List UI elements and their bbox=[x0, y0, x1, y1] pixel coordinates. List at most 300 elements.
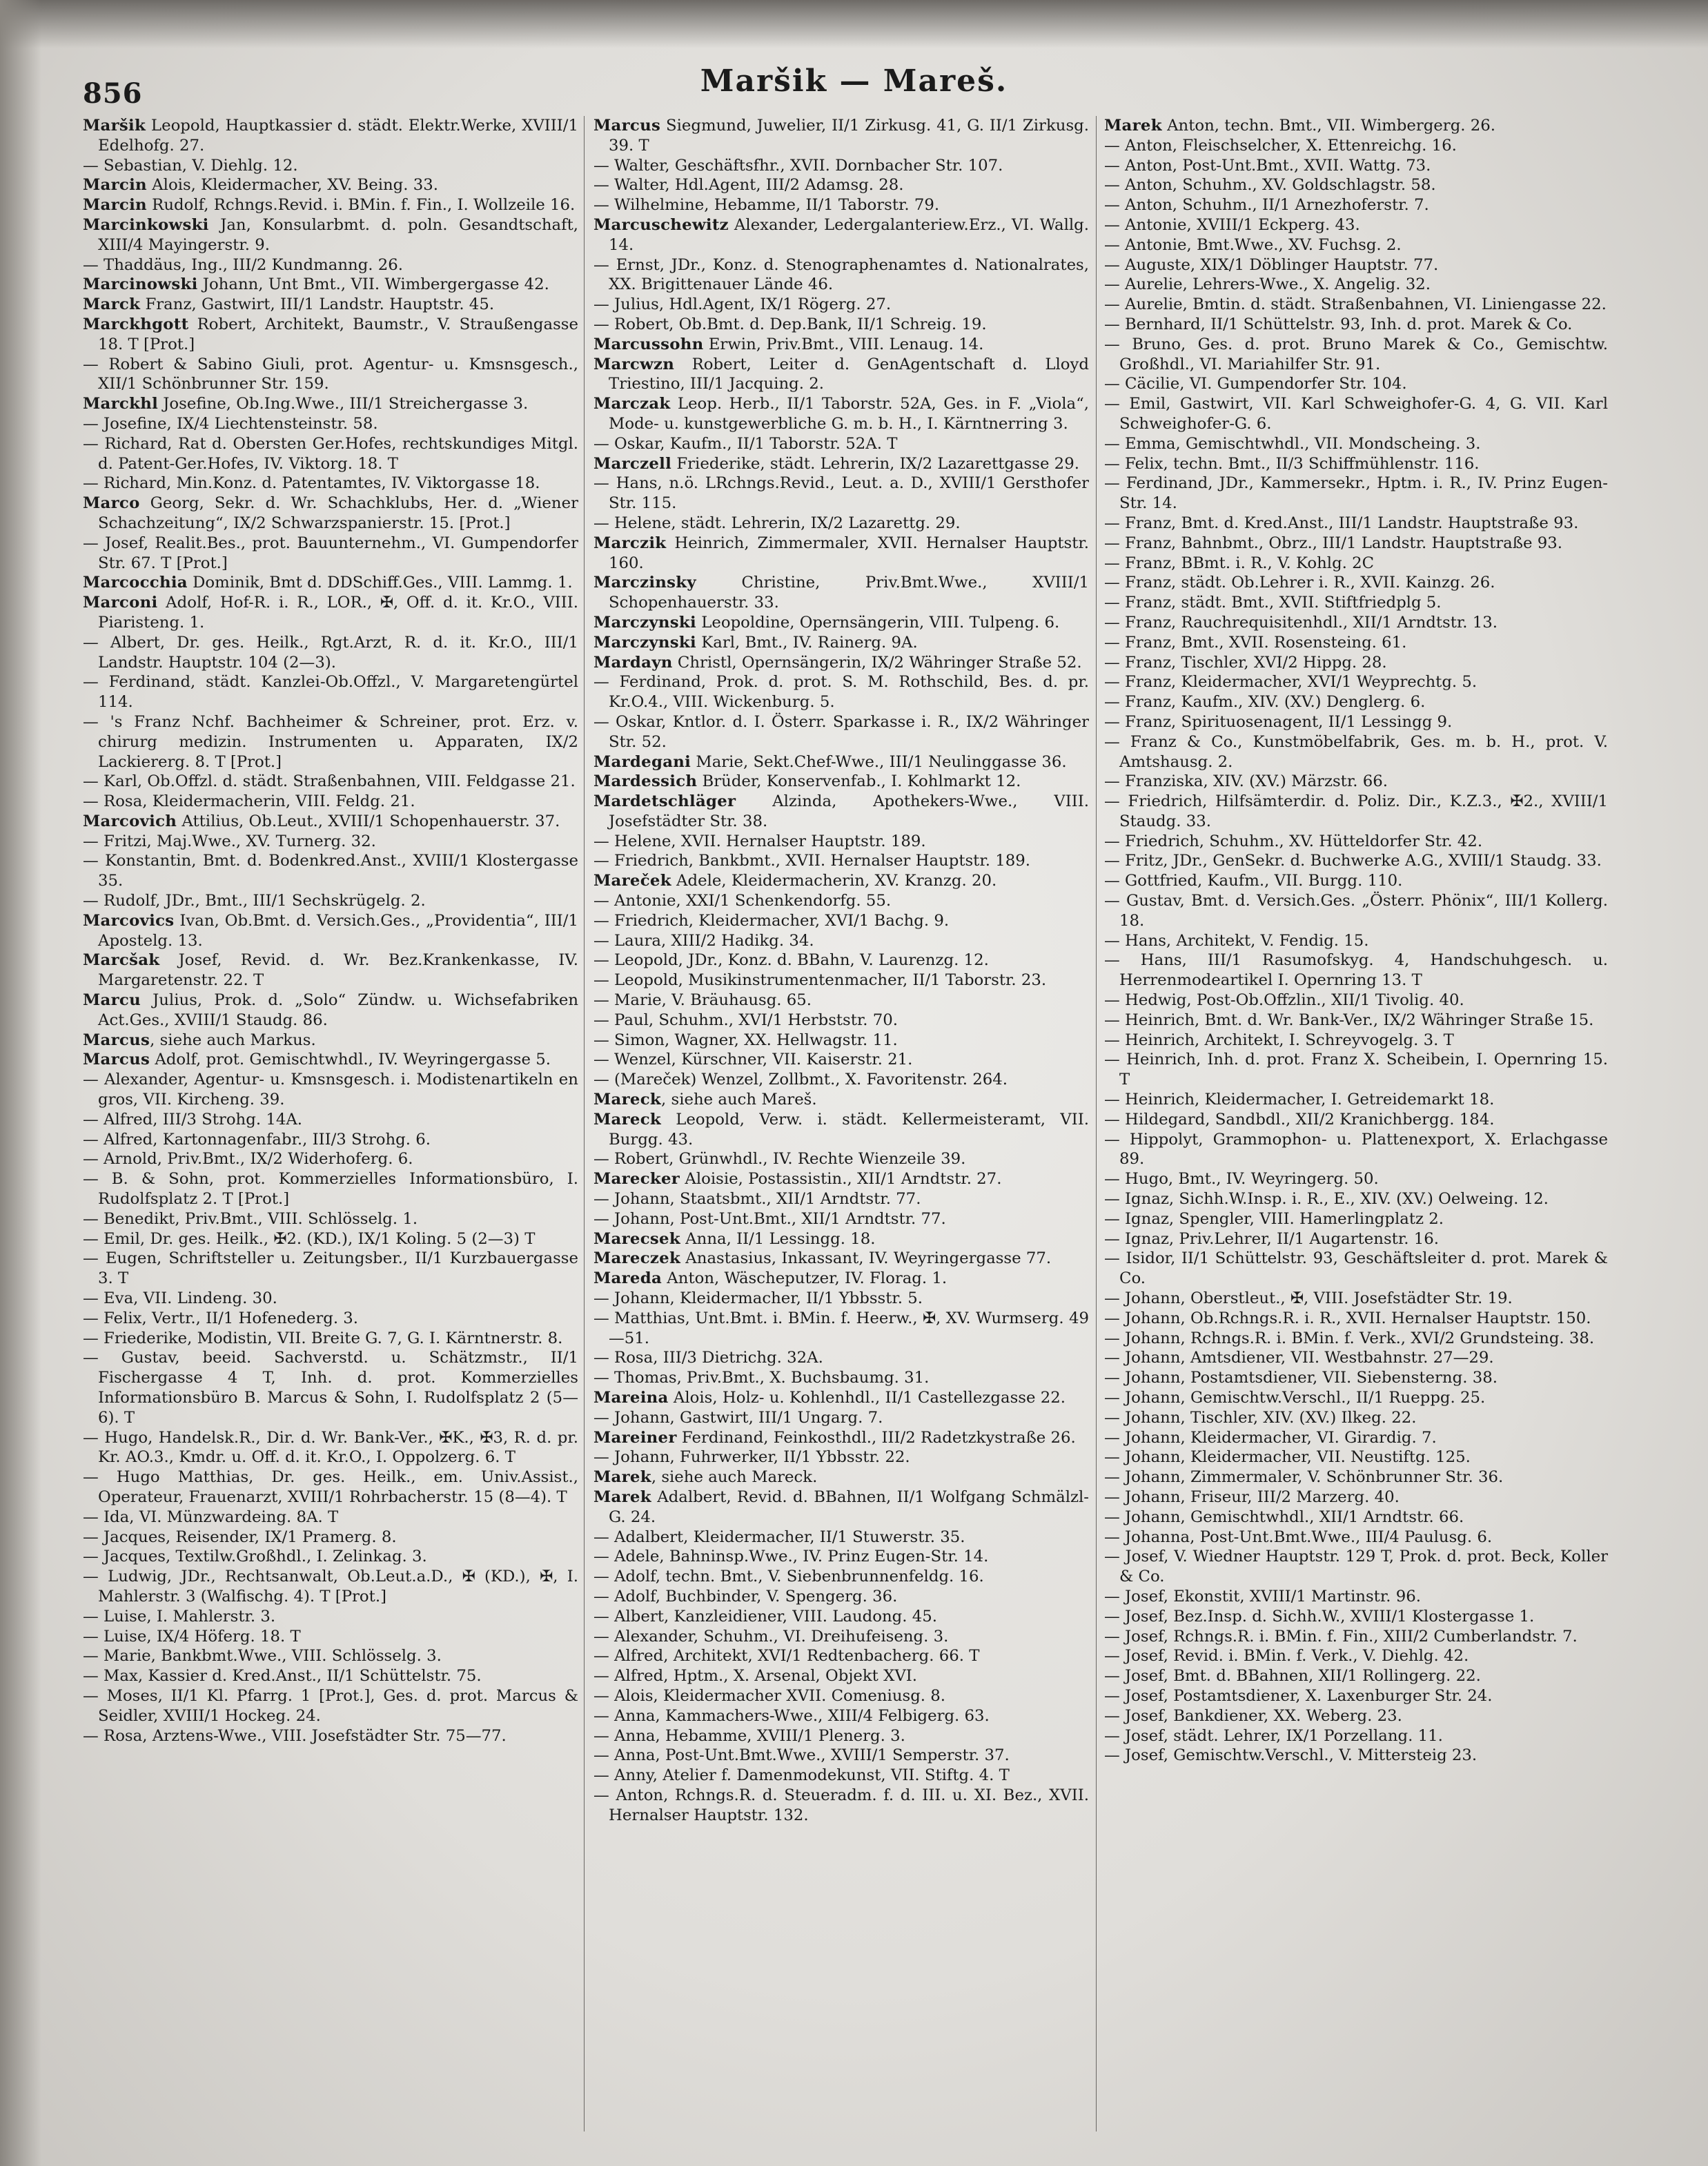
directory-entry bbox=[1104, 335, 1608, 375]
entry-details: — Ida, VI. Münzwardeing. 8A. T bbox=[83, 1508, 339, 1526]
entry-details: — Hans, III/1 Rasumofskyg. 4, Handschuhgesch. u. Herrenmodeartikel I. Opernring 13. T bbox=[1104, 951, 1608, 990]
directory-entry bbox=[1104, 116, 1608, 136]
directory-entry bbox=[1104, 315, 1608, 335]
directory-entry bbox=[593, 911, 1089, 931]
directory-entry bbox=[1104, 950, 1608, 991]
directory-entry bbox=[1104, 235, 1608, 255]
directory-entry bbox=[1104, 1130, 1608, 1170]
entry-surname: Marcu bbox=[83, 991, 141, 1010]
directory-entry bbox=[1104, 1209, 1608, 1229]
entry-details: Ivan, Ob.Bmt. d. Versich.Ges., „Providentia“, III/1 Apostelg. 13. bbox=[98, 911, 578, 950]
entry-details: — Hildegard, Sandbdl., XII/2 Kranichbergg. 184. bbox=[1104, 1110, 1495, 1129]
directory-entry bbox=[1104, 1169, 1608, 1189]
entry-details: — Hugo, Bmt., IV. Weyringerg. 50. bbox=[1104, 1170, 1379, 1189]
entry-details: — Heinrich, Bmt. d. Wr. Bank-Ver., IX/2 Währinger Straße 15. bbox=[1104, 1011, 1594, 1029]
scan-shadow-left bbox=[0, 0, 41, 2166]
column-2 bbox=[593, 116, 1089, 2152]
entry-details: — Franz, Bmt., XVII. Rosensteing. 61. bbox=[1104, 633, 1407, 652]
entry-details: — Friedrich, Schuhm., XV. Hütteldorfer Str. 42. bbox=[1104, 832, 1483, 850]
entry-details: — Luise, IX/4 Höferg. 18. T bbox=[83, 1627, 301, 1646]
directory-entry bbox=[83, 573, 578, 593]
directory-entry bbox=[1104, 434, 1608, 454]
directory-entry bbox=[83, 911, 578, 951]
entry-surname: Marconi bbox=[83, 594, 158, 612]
entry-surname: Marek bbox=[593, 1468, 651, 1487]
entry-details: — Alfred, Architekt, XVI/1 Redtenbacherg. 66. T bbox=[593, 1647, 980, 1666]
directory-entry bbox=[83, 215, 578, 255]
entry-surname: Marcinowski bbox=[83, 275, 198, 294]
directory-entry bbox=[1104, 394, 1608, 434]
entry-details: — Robert, Grünwhdl., IV. Rechte Wienzeile 39. bbox=[593, 1150, 966, 1169]
directory-entry bbox=[593, 355, 1089, 395]
directory-entry bbox=[83, 1149, 578, 1169]
entry-details: — Heinrich, Inh. d. prot. Franz X. Scheibein, I. Opernring 15. T bbox=[1104, 1051, 1608, 1089]
entry-details: — Franz, Bmt. d. Kred.Anst., III/1 Landstr. Hauptstraße 93. bbox=[1104, 514, 1579, 532]
directory-entry bbox=[593, 514, 1089, 534]
directory-entry bbox=[593, 1467, 1089, 1487]
directory-entry bbox=[593, 474, 1089, 514]
directory-entry bbox=[1104, 1447, 1608, 1467]
entry-details: — Johann, Kleidermacher, VI. Girardig. 7. bbox=[1104, 1428, 1437, 1447]
directory-entry bbox=[593, 215, 1089, 255]
entry-details: — Friedrich, Bankbmt., XVII. Hernalser Hauptstr. 189. bbox=[593, 852, 1030, 870]
entry-details: — Jacques, Reisender, IX/1 Pramerg. 8. bbox=[83, 1528, 397, 1546]
directory-entry bbox=[1104, 1746, 1608, 1766]
directory-entry bbox=[593, 255, 1089, 295]
directory-entry bbox=[83, 1547, 578, 1567]
entry-details: — Johann, Postamtsdiener, VII. Siebensterng. 38. bbox=[1104, 1369, 1498, 1387]
directory-entry bbox=[83, 1528, 578, 1548]
entry-details: — Adele, Bahninsp.Wwe., IV. Prinz Eugen-Str. 14. bbox=[593, 1548, 989, 1566]
directory-entry bbox=[593, 1408, 1089, 1428]
entry-surname: Marecsek bbox=[593, 1229, 680, 1248]
entry-details: — Thaddäus, Ing., III/2 Kundmanng. 26. bbox=[83, 255, 404, 274]
entry-details: — Anton, Fleischselcher, X. Ettenreichg. 16. bbox=[1104, 136, 1457, 155]
directory-entry bbox=[1104, 1467, 1608, 1487]
directory-entry bbox=[593, 891, 1089, 911]
entry-details: — Robert & Sabino Giuli, prot. Agentur- u. Kmsnsgesch., XII/1 Schönbrunner Str. 159. bbox=[83, 355, 578, 393]
entry-details: , siehe auch Markus. bbox=[150, 1031, 316, 1049]
entry-details: Anastasius, Inkassant, IV. Weyringergasse 77. bbox=[680, 1249, 1052, 1268]
directory-entry bbox=[593, 653, 1089, 673]
entry-details: — Jacques, Textilw.Großhdl., I. Zelinkag. 3. bbox=[83, 1548, 427, 1566]
directory-entry bbox=[83, 950, 578, 991]
entry-details: — Antonie, XXI/1 Schenkendorfg. 55. bbox=[593, 892, 892, 910]
entry-details: Ferdinand, Feinkosthdl., III/2 Radetzkystraße 26. bbox=[676, 1428, 1076, 1447]
directory-entry bbox=[1104, 1249, 1608, 1289]
entry-details: — Anna, Post-Unt.Bmt.Wwe., XVIII/1 Semperstr. 37. bbox=[593, 1746, 1010, 1765]
directory-entry bbox=[1104, 1627, 1608, 1647]
entry-surname: Marczynski bbox=[593, 613, 696, 632]
entry-surname: Marcwzn bbox=[593, 355, 675, 373]
directory-entry bbox=[1104, 732, 1608, 772]
entry-surname: Marcin bbox=[83, 196, 147, 215]
directory-entry bbox=[593, 1070, 1089, 1090]
directory-entry bbox=[593, 1229, 1089, 1249]
entry-details: — Josef, Gemischtw.Verschl., V. Mittersteig 23. bbox=[1104, 1746, 1478, 1765]
entry-details: — Isidor, II/1 Schüttelstr. 93, Geschäftsleiter d. prot. Marek & Co. bbox=[1104, 1249, 1608, 1288]
directory-entry bbox=[593, 1428, 1089, 1448]
directory-entry bbox=[1104, 1289, 1608, 1309]
directory-entry bbox=[1104, 931, 1608, 951]
entry-details: — Anton, Schuhm., XV. Goldschlagstr. 58. bbox=[1104, 176, 1436, 195]
directory-entry bbox=[1104, 991, 1608, 1011]
entry-details: Brüder, Konservenfab., I. Kohlmarkt 12. bbox=[697, 772, 1021, 791]
directory-entry bbox=[1104, 1229, 1608, 1249]
entry-details: — Josef, städt. Lehrer, IX/1 Porzellang. 11. bbox=[1104, 1726, 1443, 1745]
directory-entry bbox=[1104, 1666, 1608, 1686]
directory-entry bbox=[1104, 1726, 1608, 1746]
entry-surname: Marek bbox=[593, 1487, 651, 1506]
directory-entry bbox=[1104, 891, 1608, 931]
entry-details: — Rosa, Arztens-Wwe., VIII. Josefstädter Str. 75—77. bbox=[83, 1726, 507, 1745]
directory-entry bbox=[1104, 1011, 1608, 1031]
entry-details: — Hugo Matthias, Dr. ges. Heilk., em. Univ.Assist., Operateur, Frauenarzt, XVIII/1 Rohrbacherstr. 15 (8—4). T bbox=[83, 1468, 578, 1506]
entry-surname: Marczinsky bbox=[593, 574, 696, 592]
entry-details: — Anna, Hebamme, XVIII/1 Plenerg. 3. bbox=[593, 1726, 905, 1745]
entry-details: — Franz, Tischler, XVI/2 Hippg. 28. bbox=[1104, 653, 1387, 672]
entry-surname: Marckhgott bbox=[83, 315, 189, 333]
directory-entry bbox=[1104, 792, 1608, 832]
directory-entry bbox=[1104, 195, 1608, 215]
entry-details: — Alexander, Agentur- u. Kmsnsgesch. i. Modistenartikeln en gros, VII. Kircheng. 39. bbox=[83, 1071, 578, 1109]
directory-entry bbox=[83, 1329, 578, 1349]
entry-details: — Franz & Co., Kunstmöbelfabrik, Ges. m. b. H., prot. V. Amtshausg. 2. bbox=[1104, 732, 1608, 771]
entry-surname: Mareiner bbox=[593, 1428, 677, 1447]
directory-entry bbox=[593, 672, 1089, 712]
entry-details: — Alfred, III/3 Strohg. 14A. bbox=[83, 1110, 303, 1129]
directory-entry bbox=[593, 1706, 1089, 1726]
entry-details: Heinrich, Zimmermaler, XVII. Hernalser Hauptstr. 160. bbox=[609, 534, 1089, 572]
directory-entry bbox=[1104, 1547, 1608, 1587]
entry-details: Georg, Sekr. d. Wr. Schachklubs, Her. d. „Wiener Schachzeitung“, IX/2 Schwarzspanierstr. 15. [Prot.] bbox=[98, 494, 578, 532]
entry-surname: Mardessich bbox=[593, 772, 698, 791]
directory-entry bbox=[593, 534, 1089, 574]
entry-details: Robert, Architekt, Baumstr., V. Straußengasse 18. T [Prot.] bbox=[98, 315, 578, 353]
entry-details: — Josef, Postamtsdiener, X. Laxenburger Str. 24. bbox=[1104, 1686, 1493, 1705]
entry-details: — Rudolf, JDr., Bmt., III/1 Sechskrügelg. 2. bbox=[83, 892, 426, 910]
directory-entry bbox=[83, 1289, 578, 1309]
directory-entry bbox=[83, 315, 578, 355]
directory-entry bbox=[1104, 1388, 1608, 1408]
directory-entry bbox=[1104, 1329, 1608, 1349]
column-3 bbox=[1104, 116, 1608, 2152]
entry-details: Adolf, Hof-R. i. R., LOR., ✠, Off. d. it. Kr.O., VIII. Piaristeng. 1. bbox=[98, 594, 578, 632]
directory-entry bbox=[1104, 1110, 1608, 1130]
entry-details: — Helene, XVII. Hernalser Hauptstr. 189. bbox=[593, 832, 926, 850]
directory-entry bbox=[1104, 1528, 1608, 1548]
entry-details: — Johann, Ob.Rchngs.R. i. R., XVII. Hernalser Hauptstr. 150. bbox=[1104, 1309, 1591, 1327]
entry-details: — Luise, I. Mahlerstr. 3. bbox=[83, 1607, 276, 1626]
entry-details: — (Mareček) Wenzel, Zollbmt., X. Favoritenstr. 264. bbox=[593, 1071, 1008, 1089]
directory-entry bbox=[593, 434, 1089, 454]
entry-details: — Johann, Friseur, III/2 Marzerg. 40. bbox=[1104, 1487, 1400, 1506]
directory-entry bbox=[83, 812, 578, 832]
entry-details: — Ignaz, Spengler, VIII. Hamerlingplatz 2. bbox=[1104, 1209, 1444, 1228]
directory-entry bbox=[593, 1269, 1089, 1289]
directory-entry bbox=[83, 434, 578, 474]
entry-details: — Hans, n.ö. LRchngs.Revid., Leut. a. D., XVIII/1 Gersthofer Str. 115. bbox=[593, 474, 1089, 513]
directory-entry bbox=[1104, 1587, 1608, 1607]
entry-details: — Franz, städt. Ob.Lehrer i. R., XVII. Kainzg. 26. bbox=[1104, 574, 1495, 592]
directory-entry bbox=[593, 1447, 1089, 1467]
entry-details: — Anton, Rchngs.R. d. Steueradm. f. d. III. u. XI. Bez., XVII. Hernalser Hauptstr. 132. bbox=[593, 1786, 1089, 1824]
entry-details: — Gottfried, Kaufm., VII. Burgg. 110. bbox=[1104, 872, 1403, 890]
directory-entry bbox=[593, 1487, 1089, 1528]
directory-entry bbox=[83, 1607, 578, 1627]
entry-surname: Maršik bbox=[83, 117, 146, 135]
entry-details: — Ignaz, Priv.Lehrer, II/1 Augartenstr. 16. bbox=[1104, 1229, 1439, 1248]
entry-surname: Marcussohn bbox=[593, 335, 704, 353]
directory-entry bbox=[1104, 215, 1608, 235]
directory-entry bbox=[83, 494, 578, 534]
directory-entry bbox=[1104, 1189, 1608, 1209]
entry-surname: Mareina bbox=[593, 1389, 669, 1407]
entry-details: — Leopold, JDr., Konz. d. BBahn, V. Laurenzg. 12. bbox=[593, 951, 989, 970]
directory-entry bbox=[593, 1766, 1089, 1786]
entry-details: — Fritzi, Maj.Wwe., XV. Turnerg. 32. bbox=[83, 832, 376, 850]
directory-entry bbox=[1104, 255, 1608, 275]
directory-entry bbox=[593, 1547, 1089, 1567]
entry-details: — Johann, Gemischtwhdl., XII/1 Arndtstr. 66. bbox=[1104, 1508, 1464, 1526]
directory-entry bbox=[83, 1309, 578, 1329]
directory-entry bbox=[593, 315, 1089, 335]
directory-entry bbox=[593, 1050, 1089, 1070]
directory-entry bbox=[83, 1110, 578, 1130]
directory-entry bbox=[83, 712, 578, 772]
entry-details: — Franz, Spirituosenagent, II/1 Lessingg 9. bbox=[1104, 712, 1453, 731]
directory-entry bbox=[1104, 692, 1608, 712]
directory-entry bbox=[83, 1070, 578, 1110]
entry-details: , siehe auch Mareck. bbox=[651, 1468, 818, 1487]
directory-entry bbox=[83, 1666, 578, 1686]
entry-surname: Mardegani bbox=[593, 752, 691, 771]
directory-entry bbox=[83, 1031, 578, 1051]
directory-entry bbox=[593, 1666, 1089, 1686]
entry-details: — Laura, XIII/2 Hadikg. 34. bbox=[593, 931, 814, 950]
directory-entry bbox=[83, 772, 578, 792]
running-head: Maršik — Mareš. bbox=[700, 64, 1008, 99]
directory-entry bbox=[593, 991, 1089, 1011]
entry-details: — Alexander, Schuhm., VI. Dreihufeiseng. 3. bbox=[593, 1627, 949, 1646]
directory-entry bbox=[83, 394, 578, 414]
entry-details: — Johann, Oberstleut., ✠, VIII. Josefstädter Str. 19. bbox=[1104, 1289, 1513, 1308]
entry-surname: Mareda bbox=[593, 1269, 662, 1288]
entry-details: Leop. Herb., II/1 Taborstr. 52A, Ges. in F. „Viola“, Mode- u. kunstgewerbliche G. m. b. H., I. Kärntnerring 3. bbox=[609, 395, 1089, 433]
entry-details: — Adolf, Buchbinder, V. Spengerg. 36. bbox=[593, 1587, 898, 1606]
entry-details: — Aurelie, Lehrers-Wwe., X. Angelig. 32. bbox=[1104, 275, 1431, 294]
directory-entry bbox=[83, 1229, 578, 1249]
entry-details: — Josef, Revid. i. BMin. f. Verk., V. Diehlg. 42. bbox=[1104, 1647, 1469, 1666]
directory-entry bbox=[593, 1646, 1089, 1666]
directory-entry bbox=[593, 931, 1089, 951]
entry-details: — Adolf, techn. Bmt., V. Siebenbrunnenfeldg. 16. bbox=[593, 1568, 984, 1586]
directory-entry bbox=[83, 1169, 578, 1209]
directory-entry bbox=[1104, 593, 1608, 613]
entry-details: — Albert, Kanzleidiener, VIII. Laudong. 45. bbox=[593, 1607, 937, 1626]
entry-details: Leopold, Verw. i. städt. Kellermeisteramt, VII. Burgg. 43. bbox=[609, 1110, 1089, 1149]
directory-entry bbox=[593, 1567, 1089, 1587]
entry-details: — Felix, Vertr., II/1 Hofenederg. 3. bbox=[83, 1309, 359, 1327]
entry-details: — Johann, Gastwirt, III/1 Ungarg. 7. bbox=[593, 1408, 883, 1427]
directory-entry bbox=[83, 1130, 578, 1150]
entry-details: — Oskar, Kaufm., II/1 Taborstr. 52A. T bbox=[593, 434, 898, 453]
entry-details: — Arnold, Priv.Bmt., IX/2 Widerhoferg. 6. bbox=[83, 1150, 413, 1169]
directory-entry bbox=[593, 1686, 1089, 1706]
entry-details: Friederike, städt. Lehrerin, IX/2 Lazarettgasse 29. bbox=[671, 454, 1079, 473]
directory-entry bbox=[593, 573, 1089, 613]
entry-details: — Robert, Ob.Bmt. d. Dep.Bank, II/1 Schreig. 19. bbox=[593, 315, 987, 333]
directory-entry bbox=[593, 156, 1089, 176]
entry-details: — Marie, V. Bräuhausg. 65. bbox=[593, 991, 812, 1010]
entry-details: — Ferdinand, städt. Kanzlei-Ob.Offzl., V. Margaretengürtel 114. bbox=[83, 673, 578, 712]
directory-entry bbox=[1104, 454, 1608, 474]
directory-entry bbox=[1104, 175, 1608, 195]
entry-details: — Emil, Dr. ges. Heilk., ✠2. (KD.), IX/1 Koling. 5 (2—3) T bbox=[83, 1229, 536, 1248]
entry-details: — Josef, Rchngs.R. i. BMin. f. Fin., XIII/2 Cumberlandstr. 7. bbox=[1104, 1627, 1578, 1646]
entry-details: Anton, Wäscheputzer, IV. Florag. 1. bbox=[662, 1269, 948, 1288]
entry-details: — Helene, städt. Lehrerin, IX/2 Lazarettg. 29. bbox=[593, 514, 961, 532]
directory-entry bbox=[83, 1567, 578, 1607]
entry-surname: Mareček bbox=[593, 872, 671, 890]
directory-entry bbox=[593, 1110, 1089, 1150]
entry-details: — Hugo, Handelsk.R., Dir. d. Wr. Bank-Ver., ✠K., ✠3, R. d. pr. Kr. AO.3., Kmdr. u. Off. d. it. Kr.O., I. Oppolzerg. 6. T bbox=[83, 1428, 578, 1467]
entry-details: Anton, techn. Bmt., VII. Wimbergerg. 26. bbox=[1161, 117, 1496, 135]
entry-details: Josef, Revid. d. Wr. Bez.Krankenkasse, IV. Margaretenstr. 22. T bbox=[98, 951, 578, 990]
entry-surname: Mareczek bbox=[593, 1249, 681, 1268]
entry-details: — Richard, Min.Konz. d. Patentamtes, IV. Viktorgasse 18. bbox=[83, 474, 540, 493]
directory-entry bbox=[593, 1368, 1089, 1388]
entry-details: Karl, Bmt., IV. Rainerg. 9A. bbox=[696, 633, 918, 652]
entry-details: — Oskar, Kntlor. d. I. Österr. Sparkasse i. R., IX/2 Währinger Str. 52. bbox=[593, 712, 1089, 751]
directory-entry bbox=[83, 534, 578, 574]
directory-entry bbox=[83, 156, 578, 176]
entry-details: — Johann, Rchngs.R. i. BMin. f. Verk., XVI/2 Grundsteing. 38. bbox=[1104, 1329, 1595, 1347]
entry-details: — Antonie, XVIII/1 Eckperg. 43. bbox=[1104, 215, 1360, 234]
entry-surname: Marczynski bbox=[593, 633, 696, 652]
entry-details: — Adalbert, Kleidermacher, II/1 Stuwerstr. 35. bbox=[593, 1528, 965, 1546]
entry-details: — Simon, Wagner, XX. Hellwagstr. 11. bbox=[593, 1031, 898, 1049]
entry-details: — Eva, VII. Lindeng. 30. bbox=[83, 1289, 277, 1308]
directory-entry bbox=[593, 950, 1089, 970]
directory-entry bbox=[1104, 851, 1608, 871]
column-1 bbox=[83, 116, 578, 2152]
directory-entry bbox=[593, 1627, 1089, 1647]
entry-details: — B. & Sohn, prot. Kommerzielles Informationsbüro, I. Rudolfsplatz 2. T [Prot.] bbox=[83, 1170, 578, 1209]
entry-details: — Ernst, JDr., Konz. d. Stenographenamtes d. Nationalrates, XX. Brigittenauer Lände 46. bbox=[593, 255, 1089, 294]
directory-entry bbox=[593, 1011, 1089, 1031]
entry-details: Marie, Sekt.Chef-Wwe., III/1 Neulinggasse 36. bbox=[691, 752, 1067, 771]
entry-surname: Marcus bbox=[83, 1031, 150, 1049]
directory-entry bbox=[83, 116, 578, 156]
directory-entry bbox=[1104, 1487, 1608, 1508]
entry-details: Siegmund, Juwelier, II/1 Zirkusg. 41, G. II/1 Zirkusg. 39. T bbox=[609, 117, 1089, 155]
entry-details: — Karl, Ob.Offzl. d. städt. Straßenbahnen, VIII. Feldgasse 21. bbox=[83, 772, 576, 791]
entry-details: — Richard, Rat d. Obersten Ger.Hofes, rechtskundiges Mitgl. d. Patent-Ger.Hofes, IV. Viktorg. 18. T bbox=[83, 434, 578, 473]
directory-entry bbox=[593, 1348, 1089, 1368]
entry-details: — Josef, Ekonstit, XVIII/1 Martinstr. 96. bbox=[1104, 1587, 1421, 1606]
directory-entry bbox=[1104, 1607, 1608, 1627]
entry-details: Robert, Leiter d. GenAgentschaft d. Lloyd Triestino, III/1 Jacquing. 2. bbox=[609, 355, 1089, 393]
directory-entry bbox=[593, 1309, 1089, 1349]
entry-details: — Johann, Kleidermacher, VII. Neustiftg. 125. bbox=[1104, 1448, 1471, 1467]
entry-details: — Walter, Hdl.Agent, III/2 Adamsg. 28. bbox=[593, 176, 904, 195]
entry-details: — Gustav, beeid. Sachverstd. u. Schätzmstr., II/1 Fischergasse 4 T, Inh. d. prot. Kommerzielles Informationsbüro B. Marcus & Sohn, I. Rudolfsplatz 2 (5—6). T bbox=[83, 1349, 578, 1427]
directory-entry bbox=[1104, 573, 1608, 593]
directory-entry bbox=[1104, 1408, 1608, 1428]
directory-entry bbox=[1104, 871, 1608, 891]
entry-details: — Paul, Schuhm., XVI/1 Herbststr. 70. bbox=[593, 1011, 899, 1029]
entry-details: — Konstantin, Bmt. d. Bodenkred.Anst., XVIII/1 Klostergasse 35. bbox=[83, 852, 578, 890]
entry-details: — Franz, Rauchrequisitenhdl., XII/1 Arndtstr. 13. bbox=[1104, 613, 1498, 632]
directory-entry bbox=[1104, 1646, 1608, 1666]
directory-entry bbox=[83, 295, 578, 315]
entry-details: — Ferdinand, Prok. d. prot. S. M. Rothschild, Bes. d. pr. Kr.O.4., VIII. Wickenburg. 5. bbox=[593, 673, 1089, 712]
entry-details: — Cäcilie, VI. Gumpendorfer Str. 104. bbox=[1104, 375, 1407, 393]
directory-entry bbox=[1104, 295, 1608, 315]
directory-entry bbox=[1104, 1508, 1608, 1528]
directory-entry bbox=[593, 851, 1089, 871]
directory-entry bbox=[83, 474, 578, 494]
entry-details: — Rosa, Kleidermacherin, VIII. Feldg. 21. bbox=[83, 792, 415, 811]
directory-entry bbox=[593, 295, 1089, 315]
directory-entry bbox=[593, 1209, 1089, 1229]
directory-entry bbox=[1104, 832, 1608, 852]
entry-details: Adolf, prot. Gemischtwhdl., IV. Weyringergasse 5. bbox=[150, 1051, 551, 1069]
entry-details: — Aurelie, Bmtin. d. städt. Straßenbahnen, VI. Liniengasse 22. bbox=[1104, 295, 1607, 314]
entry-details: Leopoldine, Opernsängerin, VIII. Tulpeng. 6. bbox=[696, 613, 1060, 632]
entry-details: — Hans, Architekt, V. Fendig. 15. bbox=[1104, 931, 1369, 950]
directory-entry bbox=[593, 1169, 1089, 1189]
entry-details: Attilius, Ob.Leut., XVIII/1 Schopenhauerstr. 37. bbox=[177, 812, 560, 830]
entry-details: — Franz, BBmt. i. R., V. Kohlg. 2C bbox=[1104, 554, 1375, 572]
entry-surname: Marcus bbox=[593, 117, 661, 135]
entry-surname: Mareck bbox=[593, 1091, 661, 1109]
entry-details: — Johann, Gemischtw.Verschl., II/1 Rueppg. 25. bbox=[1104, 1389, 1486, 1407]
entry-details: — Hippolyt, Grammophon- u. Plattenexport, X. Erlachgasse 89. bbox=[1104, 1130, 1608, 1169]
directory-entry bbox=[83, 355, 578, 395]
directory-entry bbox=[1104, 1368, 1608, 1388]
entry-details: — Heinrich, Architekt, I. Schreyvogelg. 3. T bbox=[1104, 1031, 1454, 1049]
entry-details: — Anny, Atelier f. Damenmodekunst, VII. Stiftg. 4. T bbox=[593, 1766, 1010, 1785]
entry-details: — Albert, Dr. ges. Heilk., Rgt.Arzt, R. d. it. Kr.O., III/1 Landstr. Hauptstr. 104 (2—3). bbox=[83, 633, 578, 672]
entry-details: Julius, Prok. d. „Solo“ Zündw. u. Wichsefabriken Act.Ges., XVIII/1 Staudg. 86. bbox=[98, 991, 578, 1029]
directory-entry bbox=[1104, 1686, 1608, 1706]
entry-details: — Franz, Bahnbmt., Obrz., III/1 Landstr. Hauptstraße 93. bbox=[1104, 534, 1562, 552]
entry-details: Franz, Gastwirt, III/1 Landstr. Hauptstr. 45. bbox=[140, 295, 495, 314]
entry-surname: Marcus bbox=[83, 1051, 150, 1069]
directory-entry bbox=[593, 1388, 1089, 1408]
entry-details: — Leopold, Musikinstrumentenmacher, II/1 Taborstr. 23. bbox=[593, 971, 1047, 990]
entry-details: Adele, Kleidermacherin, XV. Kranzg. 20. bbox=[671, 872, 997, 890]
entry-details: — Johann, Post-Unt.Bmt., XII/1 Arndtstr. 77. bbox=[593, 1209, 946, 1228]
entry-details: — Friederike, Modistin, VII. Breite G. 7, G. I. Kärntnerstr. 8. bbox=[83, 1329, 563, 1347]
entry-details: — Johann, Tischler, XIV. (XV.) Ilkeg. 22. bbox=[1104, 1408, 1417, 1427]
directory-entry bbox=[83, 851, 578, 891]
directory-entry bbox=[1104, 554, 1608, 574]
directory-entry bbox=[83, 414, 578, 434]
directory-entry bbox=[1104, 1031, 1608, 1051]
entry-details: Rudolf, Rchngs.Revid. i. BMin. f. Fin., I. Wollzeile 16. bbox=[146, 196, 576, 215]
directory-entry bbox=[593, 116, 1089, 156]
entry-details: — Bruno, Ges. d. prot. Bruno Marek & Co., Gemischtw. Großhdl., VI. Mariahilfer Str. 91. bbox=[1104, 335, 1608, 373]
directory-entry bbox=[1104, 613, 1608, 633]
directory-entry bbox=[83, 1467, 578, 1508]
entry-details: — Marie, Bankbmt.Wwe., VIII. Schlösselg. 3. bbox=[83, 1647, 442, 1666]
entry-details: — Felix, techn. Bmt., II/3 Schiffmühlenstr. 116. bbox=[1104, 454, 1480, 473]
directory-entry bbox=[1104, 514, 1608, 534]
directory-entry bbox=[1104, 474, 1608, 514]
